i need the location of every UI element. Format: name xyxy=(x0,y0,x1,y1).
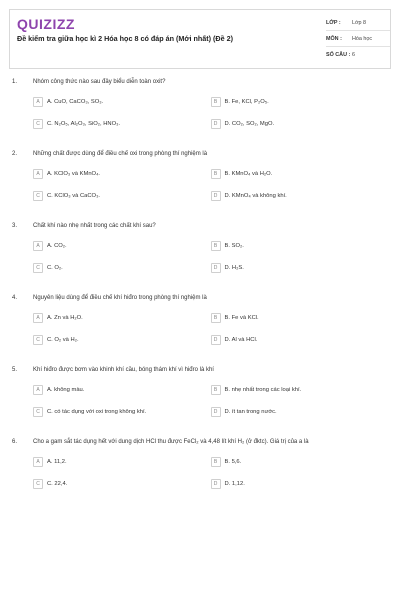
answer-option-d[interactable] xyxy=(211,406,389,418)
option-letter-box: C xyxy=(33,335,43,345)
answer-option-a[interactable] xyxy=(33,456,211,468)
answer-options xyxy=(33,456,388,500)
meta-key: MÔN : xyxy=(326,35,342,42)
option-letter-box: A xyxy=(33,169,43,179)
option-letter-box: A xyxy=(33,241,43,251)
question xyxy=(0,364,400,436)
answer-option-b[interactable] xyxy=(211,312,389,324)
option-text: B. KMnO₄ và H₂O. xyxy=(224,171,273,177)
option-letter-box: C xyxy=(33,191,43,201)
option-text: C. có tác dụng với oxi trong không khí. xyxy=(47,409,147,415)
option-text: C. O₂ và H₂. xyxy=(47,337,79,343)
option-text: A. Zn và H₂O. xyxy=(47,315,83,321)
option-letter-box: C xyxy=(33,479,43,489)
option-text: C. KClO₃ và CaCO₃. xyxy=(47,193,101,199)
option-letter-box: B xyxy=(211,385,221,395)
option-letter-box: A xyxy=(33,385,43,395)
worksheet-title: Đề kiểm tra giữa học kì 2 Hóa học 8 có đáp án (Mới nhất) (Đề 2) xyxy=(17,34,234,43)
answer-option-a[interactable] xyxy=(33,168,211,180)
option-letter-box: B xyxy=(211,169,221,179)
answer-option-c[interactable] xyxy=(33,478,211,490)
question xyxy=(0,292,400,364)
option-letter-box: D xyxy=(211,479,221,489)
answer-option-b[interactable] xyxy=(211,240,389,252)
option-letter-box: D xyxy=(211,119,221,129)
quizizz-logo[interactable]: QUIZIZZ xyxy=(17,16,75,32)
question-text: Những chất được dùng để điều chế oxi trong phòng thí nghiệm là xyxy=(33,151,208,157)
option-text: B. Fe, KCl, P₂O₅. xyxy=(224,99,269,105)
meta-key: LỚP : xyxy=(326,19,341,26)
question-number: 1. xyxy=(12,79,18,85)
answer-option-d[interactable] xyxy=(211,334,389,346)
option-letter-box: C xyxy=(33,263,43,273)
option-letter-box: A xyxy=(33,313,43,323)
answer-option-c[interactable] xyxy=(33,118,211,130)
question-number: 4. xyxy=(12,295,18,301)
answer-option-a[interactable] xyxy=(33,312,211,324)
meta-value: Lớp 8 xyxy=(352,19,367,26)
answer-option-b[interactable] xyxy=(211,384,389,396)
question xyxy=(0,76,400,148)
meta-row-count xyxy=(326,47,390,62)
answer-options xyxy=(33,168,388,212)
option-letter-box: C xyxy=(33,119,43,129)
option-text: A. không màu. xyxy=(47,387,85,393)
option-text: D. ít tan trong nước. xyxy=(224,409,277,415)
answer-option-c[interactable] xyxy=(33,406,211,418)
answer-option-c[interactable] xyxy=(33,190,211,202)
option-text: C. O₂. xyxy=(47,265,63,271)
question-number: 5. xyxy=(12,367,18,373)
option-text: B. nhẹ nhất trong các loại khí. xyxy=(224,387,302,393)
answer-option-b[interactable] xyxy=(211,168,389,180)
meta-row-class xyxy=(326,15,390,31)
answer-option-a[interactable] xyxy=(33,96,211,108)
option-letter-box: B xyxy=(211,457,221,467)
option-letter-box: A xyxy=(33,97,43,107)
option-text: C. N₂O₅, Al₂O₃, SiO₂, HNO₃. xyxy=(47,121,121,127)
option-text: A. CuO, CaCO₃, SO₃. xyxy=(47,99,104,105)
answer-option-c[interactable] xyxy=(33,262,211,274)
option-text: A. KClO₃ và KMnO₄. xyxy=(47,171,101,177)
question-number: 6. xyxy=(12,439,18,445)
option-letter-box: D xyxy=(211,335,221,345)
option-letter-box: D xyxy=(211,263,221,273)
meta-value: Hóa học xyxy=(352,35,373,42)
option-letter-box: A xyxy=(33,457,43,467)
option-letter-box: B xyxy=(211,313,221,323)
answer-options xyxy=(33,240,388,284)
question-list xyxy=(0,76,400,508)
option-text: D. Al và HCl. xyxy=(224,337,258,343)
answer-option-c[interactable] xyxy=(33,334,211,346)
answer-options xyxy=(33,312,388,356)
option-text: D. 1,12. xyxy=(224,481,245,487)
meta-value: 6 xyxy=(352,51,355,58)
option-text: C. 22,4. xyxy=(47,481,68,487)
meta-row-subject xyxy=(326,31,390,47)
answer-option-d[interactable] xyxy=(211,262,389,274)
answer-option-d[interactable] xyxy=(211,118,389,130)
option-text: D. H₂S. xyxy=(224,265,244,271)
meta-key: SỐ CÂU : xyxy=(326,51,351,58)
answer-option-b[interactable] xyxy=(211,96,389,108)
question xyxy=(0,148,400,220)
meta-table xyxy=(326,15,390,62)
option-text: B. 5,6. xyxy=(224,459,242,465)
worksheet-header xyxy=(9,9,391,69)
option-text: D. KMnO₄ và không khí. xyxy=(224,193,287,199)
option-text: A. CO₂. xyxy=(47,243,67,249)
question xyxy=(0,220,400,292)
option-letter-box: D xyxy=(211,191,221,201)
option-text: B. Fe và KCl. xyxy=(224,315,259,321)
option-letter-box: D xyxy=(211,407,221,417)
question-number: 3. xyxy=(12,223,18,229)
answer-option-b[interactable] xyxy=(211,456,389,468)
option-letter-box: B xyxy=(211,241,221,251)
answer-options xyxy=(33,384,388,428)
answer-option-a[interactable] xyxy=(33,384,211,396)
question xyxy=(0,436,400,508)
question-number: 2. xyxy=(12,151,18,157)
question-text: Khí hiđro được bơm vào khinh khí cầu, bóng thám khí vì hiđro là khí xyxy=(33,367,214,373)
option-text: D. CO₂, SO₂, MgO. xyxy=(224,121,275,127)
answer-option-a[interactable] xyxy=(33,240,211,252)
answer-option-d[interactable] xyxy=(211,190,389,202)
option-letter-box: C xyxy=(33,407,43,417)
question-text: Nhóm công thức nào sau đây biểu diễn toàn oxit? xyxy=(33,79,166,85)
option-text: B. SO₂. xyxy=(224,243,244,249)
answer-options xyxy=(33,96,388,140)
question-text: Chất khí nào nhẹ nhất trong các chất khí sau? xyxy=(33,223,156,229)
question-text: Nguyên liệu dùng để điều chế khí hiđro trong phòng thí nghiệm là xyxy=(33,295,207,301)
answer-option-d[interactable] xyxy=(211,478,389,490)
option-text: A. 11,2. xyxy=(47,459,67,465)
option-letter-box: B xyxy=(211,97,221,107)
question-text: Cho a gam sắt tác dụng hết với dung dịch HCl thu được FeCl₂ và 4,48 lít khí H₂ (ở đktc). Giá trị của a là xyxy=(33,439,309,445)
